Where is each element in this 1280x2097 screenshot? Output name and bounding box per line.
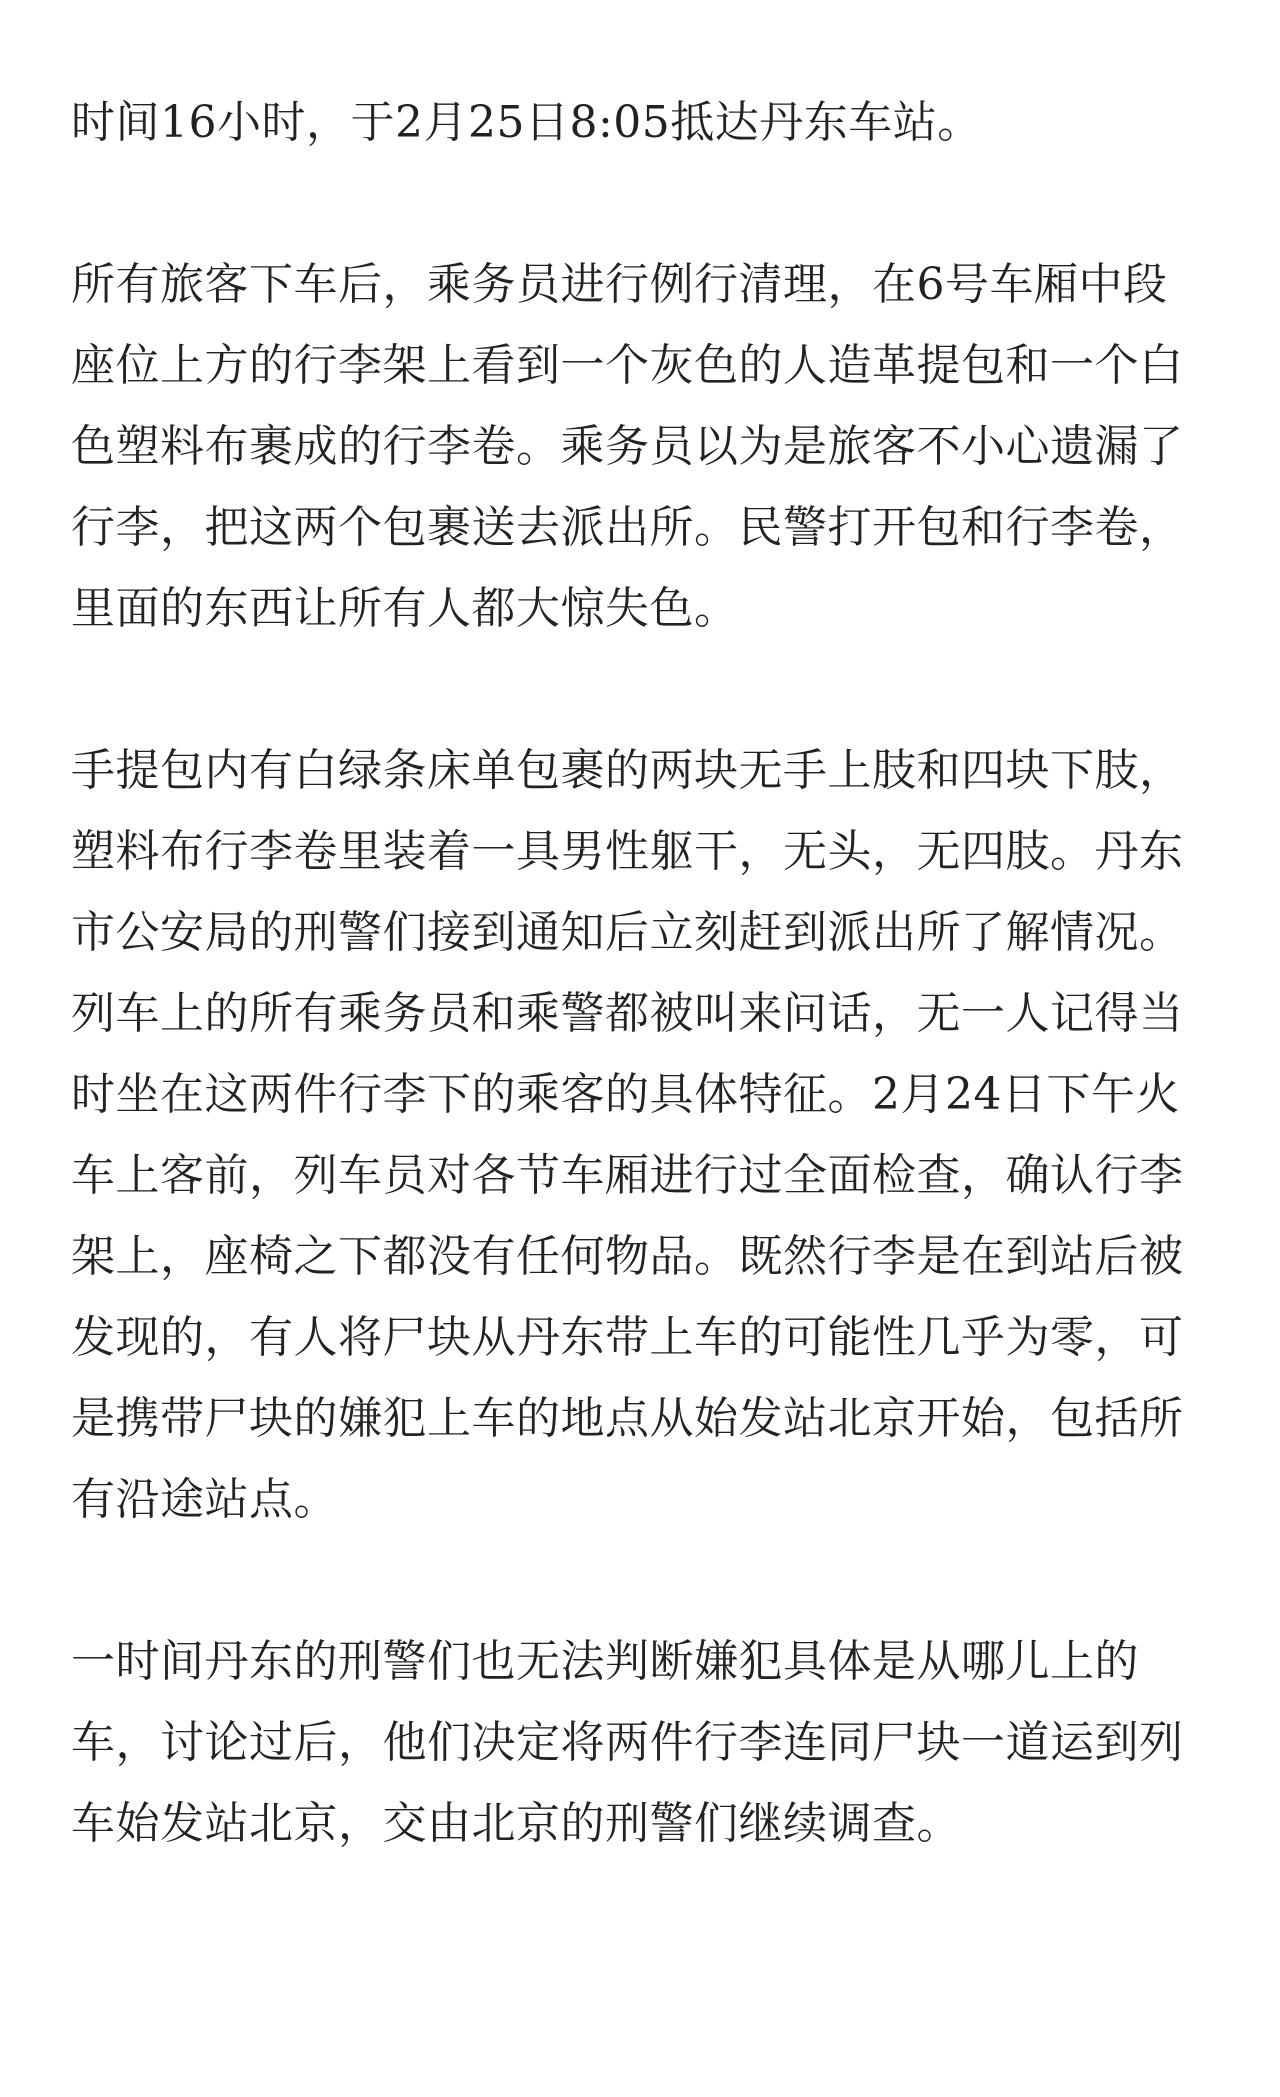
article-body (71, 82, 1211, 1864)
paragraph-contents-investigation: 手提包内有白绿条床单包裹的两块无手上肢和四块下肢，塑料布行李卷里装着一具男性躯干，无头，无四肢。丹东市公安局的刑警们接到通知后立刻赶到派出所了解情况。列车上的所有乘务员和乘警都被叫来问话，无一人记得当时坐在这两件行李下的乘客的具体特征。2月24日下午火车上客前，列车员对各节车厢进行过全面检查，确认行李架上，座椅之下都没有任何物品。既然行李是在到站后被发现的，有人将尸块从丹东带上车的可能性几乎为零，可是携带尸块的嫌犯上车的地点从始发站北京开始，包括所有沿途站点。 (71, 745, 1184, 1525)
paragraph-luggage-found: 所有旅客下车后，乘务员进行例行清理，在6号车厢中段座位上方的行李架上看到一个灰色的人造革提包和一个白色塑料布裹成的行李卷。乘务员以为是旅客不小心遗漏了行李，把这两个包裹送去派出所。民警打开包和行李卷，里面的东西让所有人都大惊失色。 (71, 259, 1184, 634)
paragraph-arrival-time: 时间16小时，于2月25日8:05抵达丹东车站。 (71, 97, 982, 148)
paragraph-transfer-to-beijing: 一时间丹东的刑警们也无法判断嫌犯具体是从哪儿上的车，讨论过后，他们决定将两件行李连同尸块一道运到列车始发站北京，交由北京的刑警们继续调查。 (71, 1636, 1184, 1849)
